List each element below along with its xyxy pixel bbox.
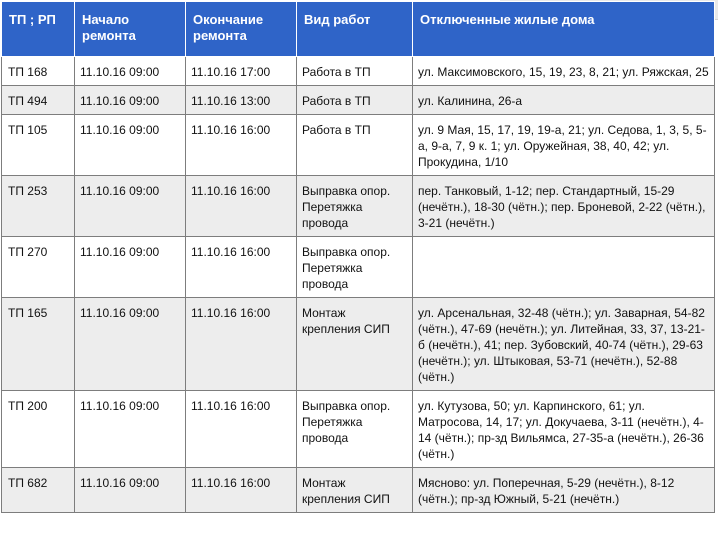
cell-end: 11.10.16 16:00 (186, 468, 297, 513)
cell-start: 11.10.16 09:00 (75, 237, 186, 298)
cell-work: Работа в ТП (297, 86, 413, 115)
cell-start: 11.10.16 09:00 (75, 57, 186, 86)
table-row (2, 57, 715, 86)
cell-work: Работа в ТП (297, 115, 413, 176)
cell-end: 11.10.16 16:00 (186, 115, 297, 176)
cell-end: 11.10.16 16:00 (186, 176, 297, 237)
cell-start: 11.10.16 09:00 (75, 176, 186, 237)
cell-end: 11.10.16 16:00 (186, 298, 297, 391)
cell-start: 11.10.16 09:00 (75, 115, 186, 176)
cell-houses: ул. 9 Мая, 15, 17, 19, 19-а, 21; ул. Седова, 1, 3, 5, 5-а, 9-а, 7, 9 к. 1; ул. Оружейная, 38, 40, 42; ул. Прокудина, 1/10 (413, 115, 715, 176)
cell-tp: ТП 270 (2, 237, 75, 298)
header-work: Вид работ (297, 2, 413, 57)
cell-work: Выправка опор. Перетяжка провода (297, 391, 413, 468)
header-start: Начало ремонта (75, 2, 186, 57)
table-header (2, 2, 715, 57)
table-row (2, 237, 715, 298)
cell-tp: ТП 168 (2, 57, 75, 86)
table-row (2, 176, 715, 237)
cell-start: 11.10.16 09:00 (75, 86, 186, 115)
outage-table (1, 1, 715, 513)
cell-end: 11.10.16 16:00 (186, 237, 297, 298)
cell-houses: Мясново: ул. Поперечная, 5-29 (нечётн.), 8-12 (чётн.); пр-зд Южный, 5-21 (нечётн.) (413, 468, 715, 513)
cell-end: 11.10.16 16:00 (186, 391, 297, 468)
cell-tp: ТП 682 (2, 468, 75, 513)
cell-tp: ТП 494 (2, 86, 75, 115)
cell-work: Выправка опор. Перетяжка провода (297, 176, 413, 237)
cell-work: Выправка опор. Перетяжка провода (297, 237, 413, 298)
table-row (2, 86, 715, 115)
cell-houses: ул. Кутузова, 50; ул. Карпинского, 61; ул. Матросова, 14, 17; ул. Докучаева, 3-11 (нечётн.), 4-14 (чётн.); пр-зд Вильямса, 27-35-а (нечётн.), 26-36 (чётн.) (413, 391, 715, 468)
cell-work: Монтаж крепления СИП (297, 298, 413, 391)
cell-end: 11.10.16 13:00 (186, 86, 297, 115)
cell-work: Работа в ТП (297, 57, 413, 86)
header-houses: Отключенные жилые дома (413, 2, 715, 57)
table-row (2, 391, 715, 468)
cell-houses: ул. Максимовского, 15, 19, 23, 8, 21; ул. Ряжская, 25 (413, 57, 715, 86)
table-body (2, 57, 715, 513)
table-row (2, 115, 715, 176)
cell-start: 11.10.16 09:00 (75, 298, 186, 391)
cell-start: 11.10.16 09:00 (75, 391, 186, 468)
cell-work: Монтаж крепления СИП (297, 468, 413, 513)
cell-tp: ТП 200 (2, 391, 75, 468)
cell-start: 11.10.16 09:00 (75, 468, 186, 513)
cell-tp: ТП 165 (2, 298, 75, 391)
cell-end: 11.10.16 17:00 (186, 57, 297, 86)
cell-houses: пер. Танковый, 1-12; пер. Стандартный, 15-29 (нечётн.), 18-30 (чётн.); пер. Броневой, 2-22 (чётн.), 3-21 (нечётн.) (413, 176, 715, 237)
header-tp: ТП ; РП (2, 2, 75, 57)
cell-houses: ул. Калинина, 26-а (413, 86, 715, 115)
header-end: Окончание ремонта (186, 2, 297, 57)
cell-houses: ул. Арсенальная, 32-48 (чётн.); ул. Заварная, 54-82 (чётн.), 47-69 (нечётн.); ул. Литейная, 33, 37, 13-21-б (нечётн.), 41; пер. Зубовский, 40-74 (чётн.), 29-63 (нечётн.); ул. Штыковая, 53-71 (нечётн.), 52-88 (чётн.) (413, 298, 715, 391)
cell-tp: ТП 253 (2, 176, 75, 237)
cell-houses (413, 237, 715, 298)
table-row (2, 468, 715, 513)
table-row (2, 298, 715, 391)
cell-tp: ТП 105 (2, 115, 75, 176)
